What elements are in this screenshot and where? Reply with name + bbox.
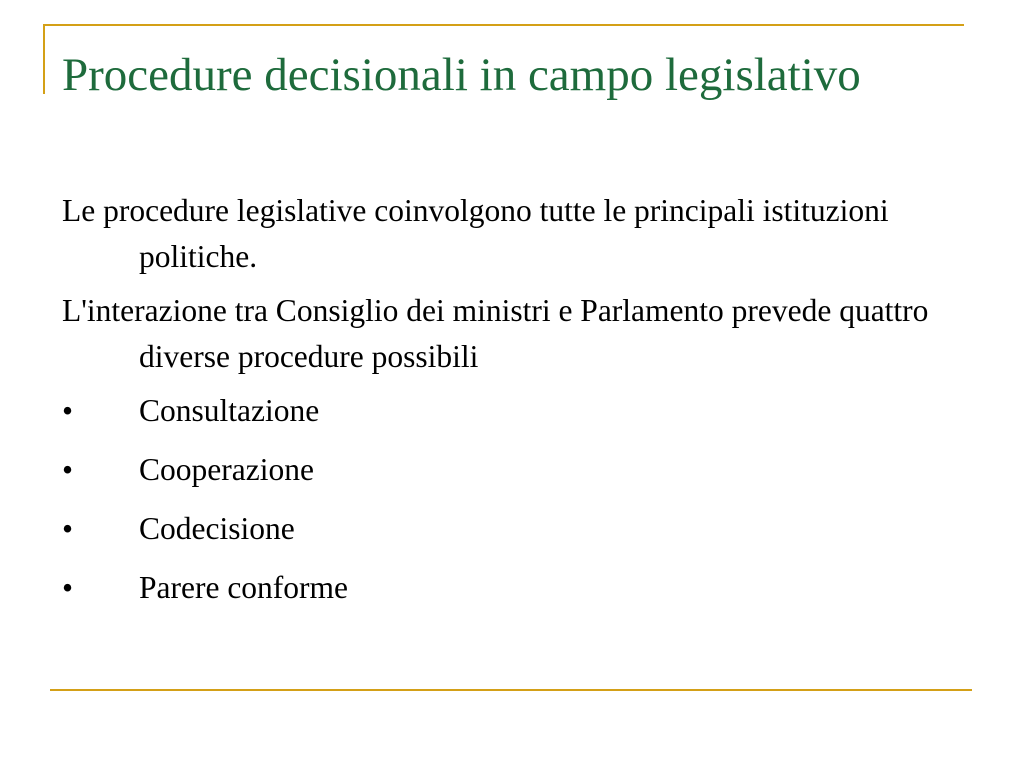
bullet-label: Codecisione bbox=[139, 511, 295, 546]
left-rule bbox=[43, 24, 45, 94]
top-rule bbox=[43, 24, 964, 26]
bullet-label: Consultazione bbox=[139, 393, 320, 428]
bullet-label: Parere conforme bbox=[139, 570, 349, 605]
bullet-label: Cooperazione bbox=[139, 452, 314, 487]
slide-body bbox=[62, 188, 972, 624]
bullet-icon: • bbox=[62, 393, 74, 428]
intro-paragraph: Le procedure legislative coinvolgono tutte le principali istituzioni politiche. bbox=[62, 193, 889, 274]
bullet-item-parere-conforme bbox=[62, 565, 972, 624]
procedures-paragraph: L'interazione tra Consiglio dei ministri e Parlamento prevede quattro diverse procedure possibili bbox=[62, 293, 929, 374]
bullet-icon: • bbox=[62, 511, 74, 546]
bullet-icon: • bbox=[62, 452, 74, 487]
bullet-item-cooperazione bbox=[62, 447, 972, 506]
slide-title: Procedure decisionali in campo legislativo bbox=[62, 49, 861, 101]
bullet-icon: • bbox=[62, 570, 74, 605]
bullet-item-consultazione bbox=[62, 388, 972, 447]
bottom-rule bbox=[50, 689, 972, 691]
bullet-item-codecisione bbox=[62, 506, 972, 565]
